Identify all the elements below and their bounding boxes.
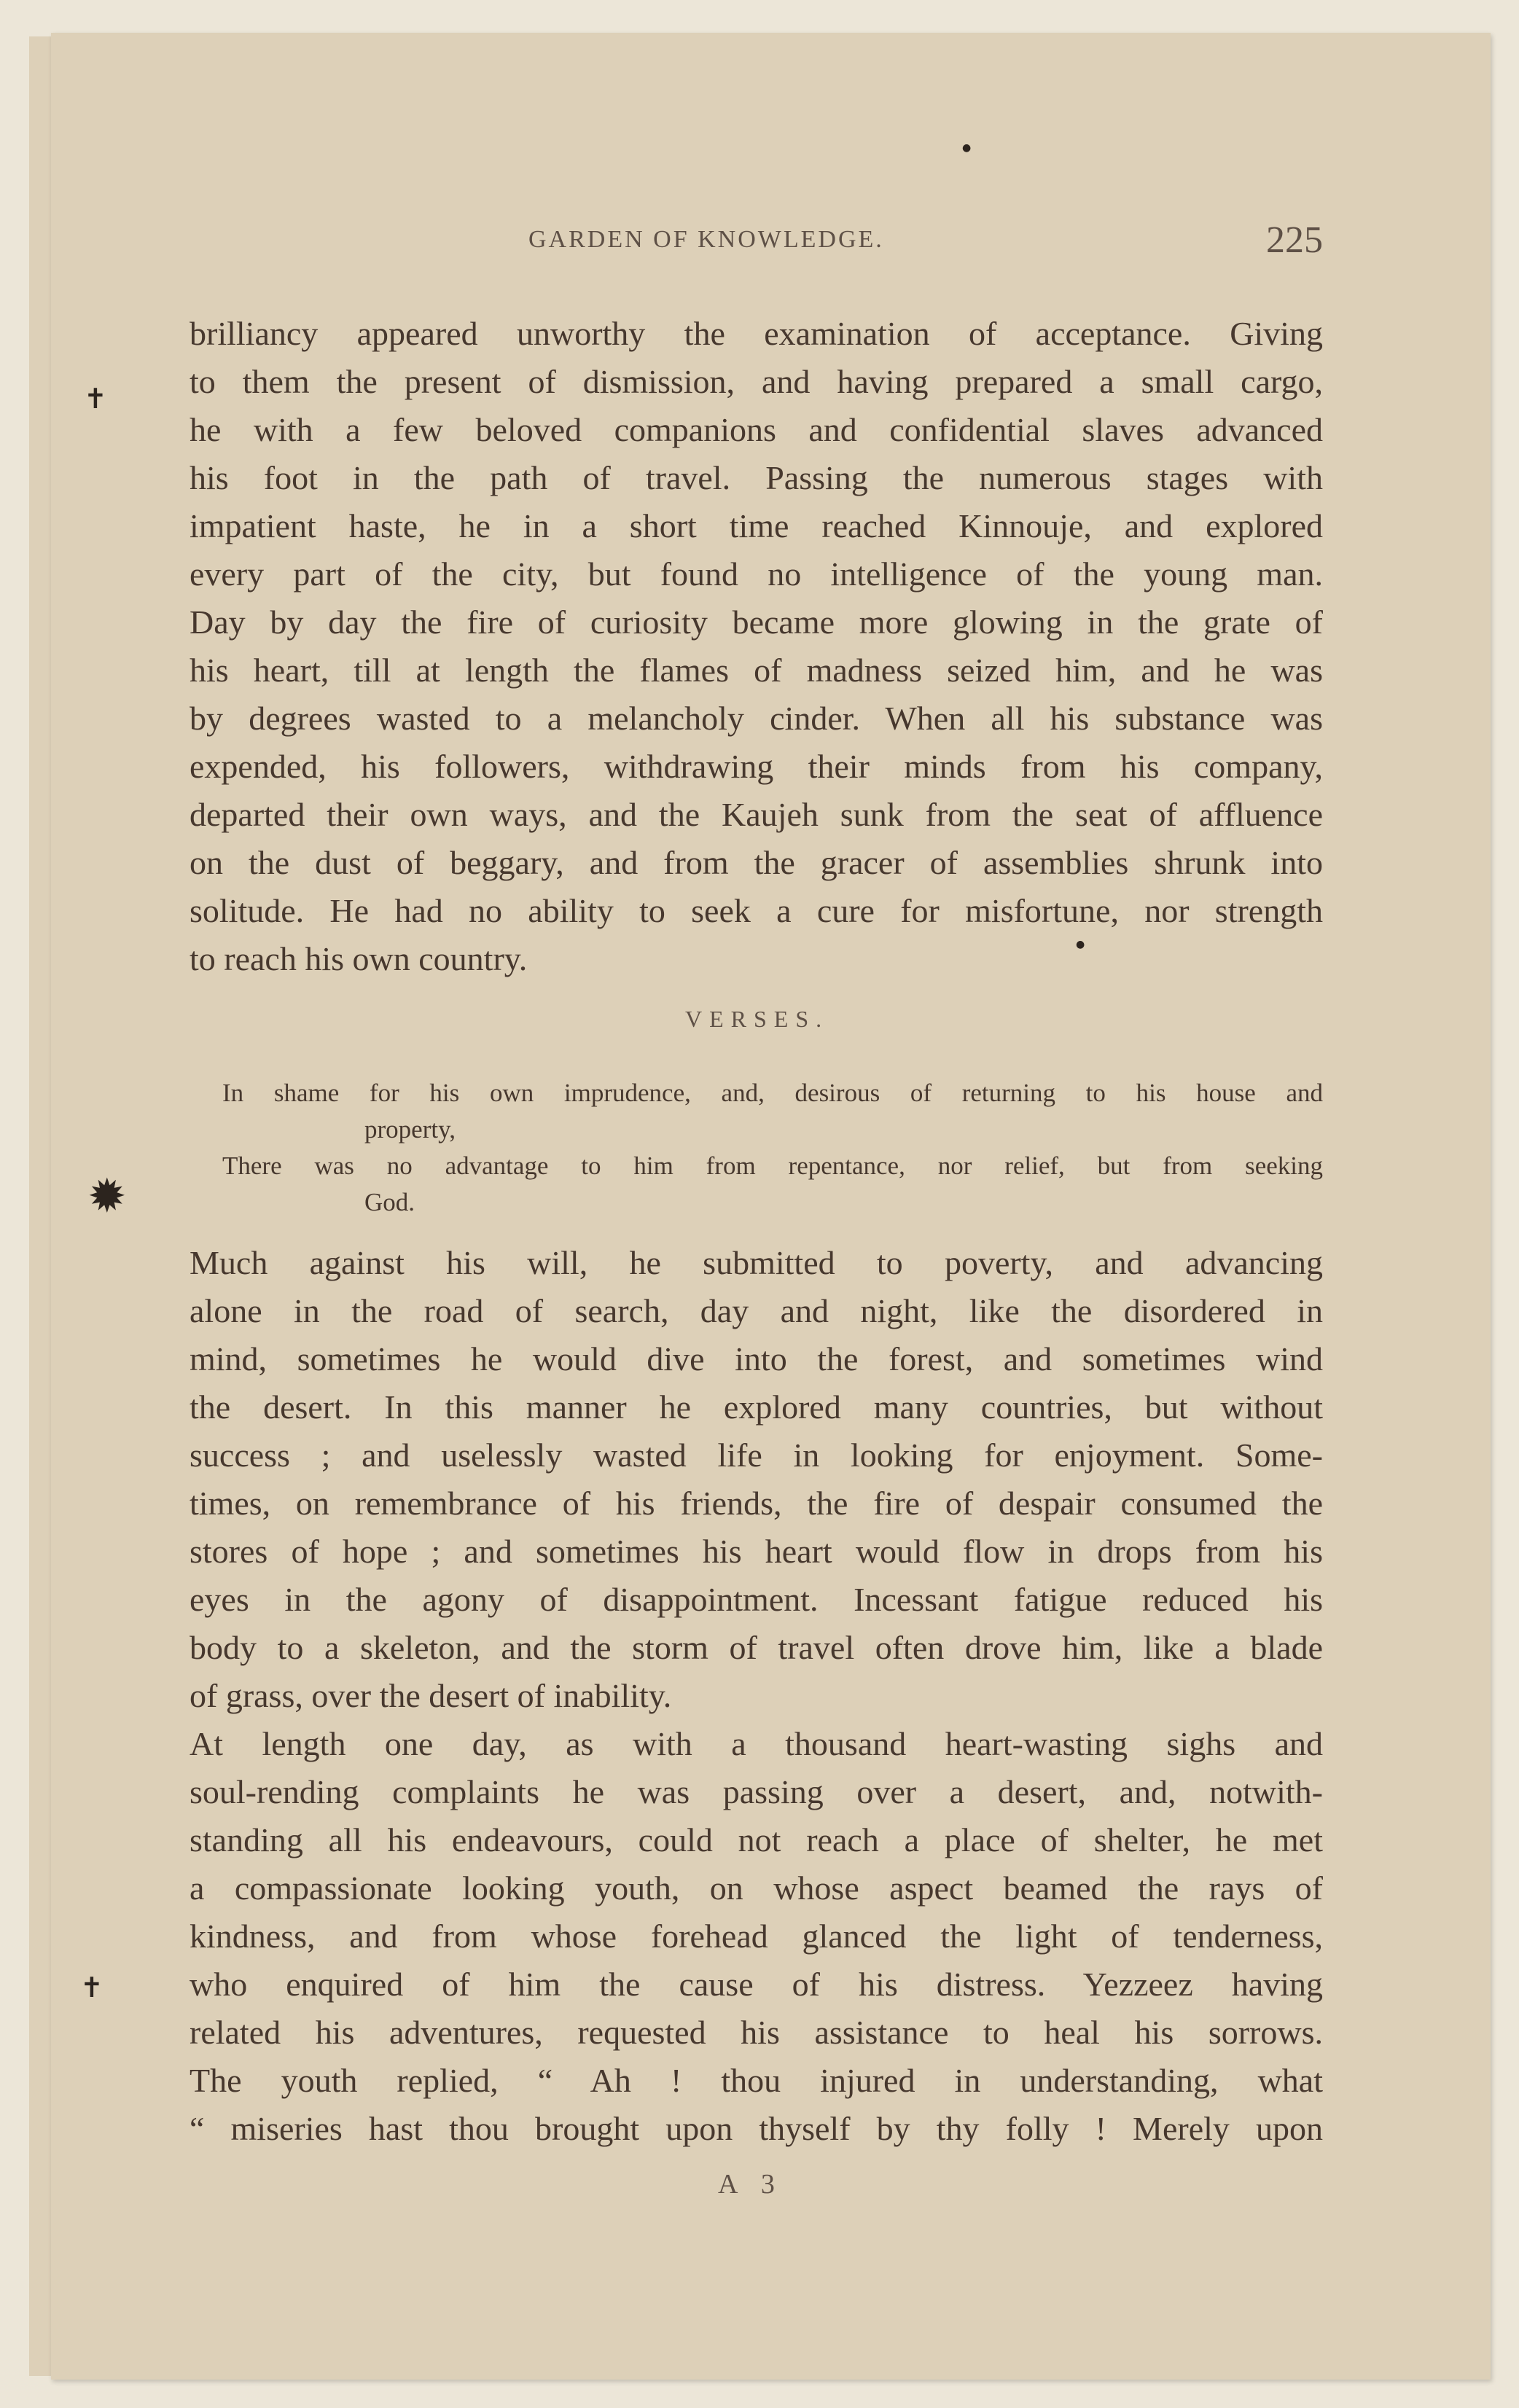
text-line: his heart, till at length the flames of madness seized him, and he was bbox=[190, 652, 1323, 689]
text-line: At length one day, as with a thousand heart-wasting sighs and bbox=[190, 1725, 1323, 1762]
text-line: brilliancy appeared unworthy the examination of acceptance. Giving bbox=[190, 315, 1323, 352]
verse-line: There was no advantage to him from repentance, nor relief, but from seeking bbox=[222, 1152, 1323, 1180]
text-line: he with a few beloved companions and confidential slaves advanced bbox=[190, 411, 1323, 448]
text-line: expended, his followers, withdrawing their minds from his company, bbox=[190, 748, 1323, 785]
text-line: kindness, and from whose forehead glanced the light of tenderness, bbox=[190, 1918, 1323, 1955]
paragraph-1 bbox=[190, 310, 1323, 983]
text-line: who enquired of him the cause of his distress. Yezzeez having bbox=[190, 1966, 1323, 2003]
text-line: by degrees wasted to a melancholy cinder. When all his substance was bbox=[190, 700, 1323, 737]
text-line: Day by day the fire of curiosity became more glowing in the grate of bbox=[190, 603, 1323, 641]
verse-couplet-2 bbox=[222, 1148, 1323, 1221]
verse-continuation: God. bbox=[364, 1188, 415, 1216]
text-line: to reach his own country. bbox=[190, 940, 528, 977]
text-line: Much against his will, he submitted to poverty, and advancing bbox=[190, 1244, 1323, 1281]
text-line: on the dust of beggary, and from the gracer of assemblies shrunk into bbox=[190, 844, 1323, 881]
page-number: 225 bbox=[1266, 219, 1323, 261]
text-line: the desert. In this manner he explored many countries, but without bbox=[190, 1388, 1323, 1426]
text-line: mind, sometimes he would dive into the forest, and sometimes wind bbox=[190, 1340, 1323, 1377]
text-line: departed their own ways, and the Kaujeh sunk from the seat of affluence bbox=[190, 796, 1323, 833]
text-line: a compassionate looking youth, on whose aspect beamed the rays of bbox=[190, 1869, 1323, 1907]
text-line: his foot in the path of travel. Passing the numerous stages with bbox=[190, 459, 1323, 496]
paragraph-2 bbox=[190, 1239, 1323, 1720]
text-line: The youth replied, “ Ah ! thou injured in understanding, what bbox=[190, 2062, 1323, 2099]
running-title: GARDEN OF KNOWLEDGE. bbox=[528, 226, 884, 253]
margin-cross-mark: ✝ bbox=[84, 383, 107, 415]
ink-blot: ✹ bbox=[87, 1170, 127, 1224]
paragraph-3 bbox=[190, 1720, 1323, 2153]
text-line: to them the present of dismission, and having prepared a small cargo, bbox=[190, 363, 1323, 400]
margin-cross-mark: ✝ bbox=[80, 1971, 104, 2004]
text-line: body to a skeleton, and the storm of travel often drove him, like a blade bbox=[190, 1629, 1323, 1666]
page-header bbox=[190, 219, 1323, 270]
text-line: “ miseries hast thou brought upon thyself by thy folly ! Merely upon bbox=[190, 2110, 1323, 2147]
text-line: of grass, over the desert of inability. bbox=[190, 1677, 672, 1714]
verse-continuation: property, bbox=[364, 1115, 456, 1144]
verse-line: In shame for his own imprudence, and, desirous of returning to his house and bbox=[222, 1079, 1323, 1107]
text-line: times, on remembrance of his friends, the fire of despair consumed the bbox=[190, 1485, 1323, 1522]
text-line: every part of the city, but found no intelligence of the young man. bbox=[190, 555, 1323, 593]
text-line: standing all his endeavours, could not reach a place of shelter, he met bbox=[190, 1821, 1323, 1858]
speck: ● bbox=[1076, 939, 1085, 950]
verses-heading: VERSES. bbox=[685, 1006, 829, 1032]
text-line: soul-rending complaints he was passing over a desert, and, notwith- bbox=[190, 1773, 1323, 1810]
speck: ● bbox=[962, 142, 972, 154]
verse-couplet-1 bbox=[222, 1075, 1323, 1148]
text-line: related his adventures, requested his assistance to heal his sorrows. bbox=[190, 2014, 1323, 2051]
text-line: success ; and uselessly wasted life in looking for enjoyment. Some- bbox=[190, 1436, 1323, 1474]
signature-mark: A 3 bbox=[718, 2169, 784, 2200]
text-line: eyes in the agony of disappointment. Incessant fatigue reduced his bbox=[190, 1581, 1323, 1618]
text-line: impatient haste, he in a short time reached Kinnouje, and explored bbox=[190, 507, 1323, 544]
text-line: alone in the road of search, day and night, like the disordered in bbox=[190, 1292, 1323, 1329]
text-line: solitude. He had no ability to seek a cure for misfortune, nor strength bbox=[190, 892, 1323, 929]
text-line: stores of hope ; and sometimes his heart would flow in drops from his bbox=[190, 1533, 1323, 1570]
